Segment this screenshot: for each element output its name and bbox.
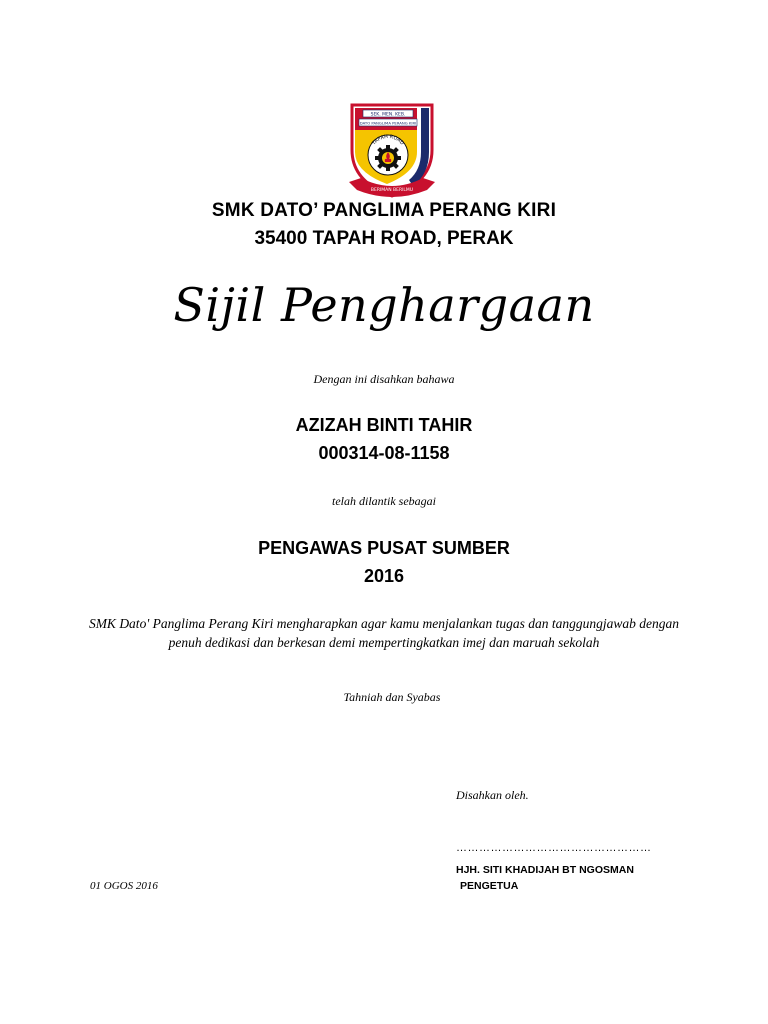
certificate-message: SMK Dato' Panglima Perang Kiri mengharapkan agar kamu menjalankan tugas dan tanggungjawab dengan penuh dedikasi dan berkesan demi mempertingkatkan imej dan maruah sekolah: [88, 616, 680, 650]
school-name: SMK DATO’ PANGLIMA PERANG KIRI: [211, 200, 557, 221]
crest-ribbon-text: BERIMAN BERILMU: [370, 188, 414, 193]
school-address: 35400 TAPAH ROAD, PERAK: [254, 228, 514, 249]
verified-by-label: Disahkan oleh.: [456, 788, 529, 802]
crest-ring-text: TAPAH ROAD: [371, 133, 405, 147]
intro-text: Dengan ini disahkan bahawa: [313, 372, 455, 386]
signer-name: HJH. SITI KHADIJAH BT NGOSMAN: [456, 864, 634, 876]
signer-title: PENGETUA: [460, 880, 519, 892]
school-crest-logo: [347, 100, 437, 200]
appointed-text: telah dilantik sebagai: [332, 494, 436, 508]
recipient-name: AZIZAH BINTI TAHIR: [295, 415, 473, 435]
recipient-id: 000314-08-1158: [318, 443, 450, 463]
congrats-text: Tahniah dan Syabas: [343, 690, 441, 704]
position-year: 2016: [363, 566, 405, 586]
crest-text-mid: DATO PANGLIMA PERANG KIRI: [359, 120, 417, 126]
signature-line: ……………………………………………: [456, 842, 652, 854]
position-title: PENGAWAS PUSAT SUMBER: [258, 538, 510, 558]
certificate-date: 01 OGOS 2016: [90, 880, 158, 892]
crest-text-top: SEK. MEN. KEB.: [370, 112, 406, 118]
certificate-title: Sijil Penghargaan: [173, 278, 595, 332]
